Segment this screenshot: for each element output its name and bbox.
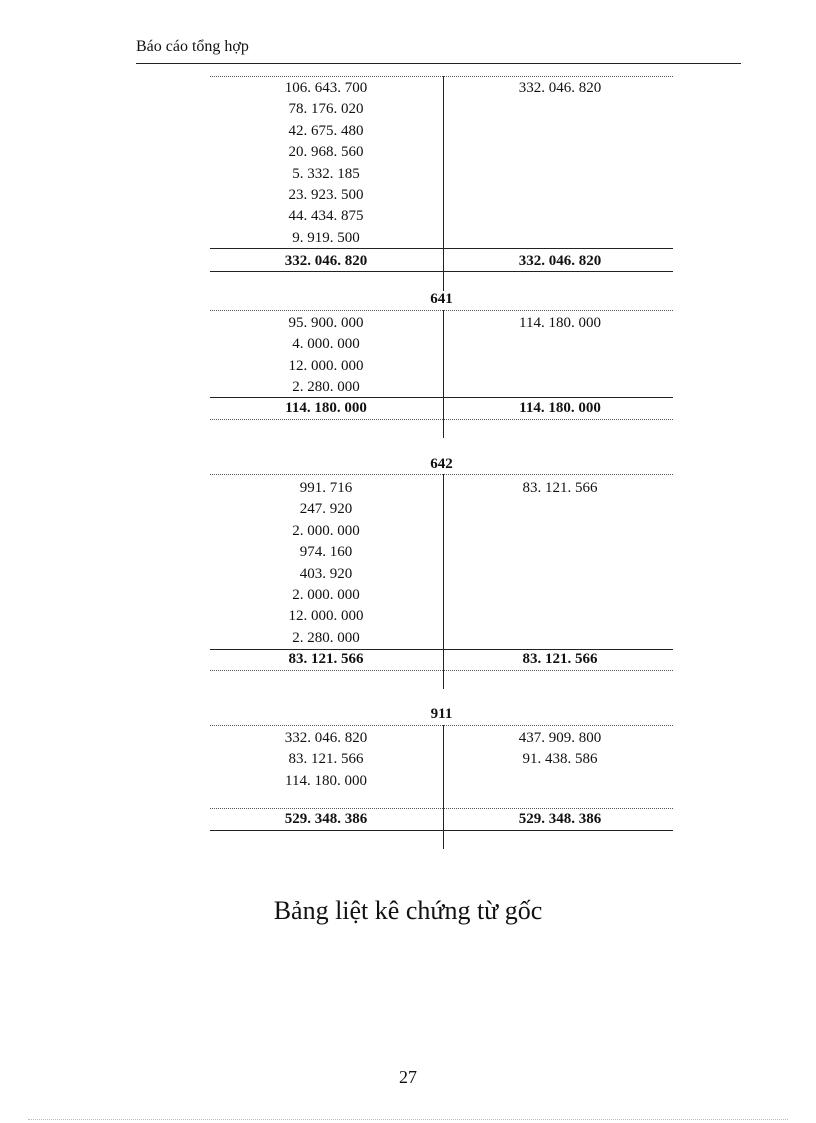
divider [210, 474, 673, 475]
total-divider [210, 649, 673, 650]
debit-entry: 78. 176. 020 [288, 101, 364, 118]
credit-entries [444, 313, 676, 334]
debit-entry: 5. 332. 185 [292, 165, 360, 182]
debit-entry: 2. 280. 000 [292, 379, 360, 396]
total-divider [210, 397, 673, 398]
t-account-641 [210, 272, 673, 438]
debit-entry: 83. 121. 566 [288, 751, 364, 768]
debit-entry: 2. 000. 000 [292, 587, 360, 604]
debit-entries [210, 313, 442, 399]
total-credit: 332. 046. 820 [518, 253, 602, 269]
debit-entries [210, 478, 442, 649]
credit-entries [444, 78, 676, 99]
divider [210, 725, 673, 726]
debit-entry: 12. 000. 000 [288, 357, 364, 374]
divider [210, 76, 673, 77]
total-underline [210, 419, 673, 420]
page-number: 27 [399, 1067, 417, 1087]
debit-entry: 332. 046. 820 [284, 730, 368, 746]
account-code: 911 [430, 706, 453, 722]
total-underline [210, 830, 673, 831]
debit-entry: 114. 180. 000 [285, 772, 367, 789]
total-divider [210, 808, 673, 809]
total-credit: 529. 348. 386 [518, 811, 602, 827]
debit-entry: 9. 919. 500 [292, 229, 360, 246]
report-title: Báo cáo tổng hợp [136, 38, 249, 55]
debit-entry: 2. 280. 000 [292, 629, 360, 646]
section-title: Bảng liệt kê chứng từ gốc [273, 896, 543, 925]
debit-entries [210, 78, 442, 249]
debit-entries [210, 728, 442, 792]
t-account-642 [210, 454, 673, 689]
debit-entry: 247. 920 [299, 501, 353, 518]
credit-entry: 91. 438. 586 [522, 751, 598, 768]
credit-entries [444, 478, 676, 499]
debit-entry: 95. 900. 000 [288, 315, 364, 331]
debit-entry: 20. 968. 560 [288, 144, 364, 161]
credit-entries [444, 728, 676, 771]
t-account-911 [210, 705, 673, 849]
credit-entry: 83. 121. 566 [522, 480, 598, 496]
header-divider [136, 63, 741, 64]
debit-entry: 12. 000. 000 [288, 608, 364, 625]
debit-entry: 44. 434. 875 [288, 208, 364, 225]
total-credit: 83. 121. 566 [522, 651, 598, 667]
t-account-stem [443, 272, 444, 291]
credit-entry: 437. 909. 800 [518, 730, 602, 746]
total-debit: 114. 180. 000 [285, 400, 367, 416]
total-credit: 114. 180. 000 [519, 400, 601, 416]
debit-entry: 23. 923. 500 [288, 187, 364, 204]
total-debit: 83. 121. 566 [288, 651, 364, 667]
debit-entry: 2. 000. 000 [292, 522, 360, 539]
debit-entry: 4. 000. 000 [292, 336, 360, 353]
page-bottom-border [28, 1119, 788, 1120]
total-divider [210, 248, 673, 249]
account-code: 641 [430, 291, 453, 307]
total-debit: 529. 348. 386 [284, 811, 368, 827]
credit-entry: 332. 046. 820 [518, 80, 602, 96]
total-underline [210, 670, 673, 671]
credit-entry: 114. 180. 000 [519, 315, 601, 331]
debit-entry: 991. 716 [299, 480, 353, 496]
divider [210, 310, 673, 311]
total-debit: 332. 046. 820 [284, 253, 368, 269]
t-account-axis [443, 76, 444, 272]
t-account-continued [210, 76, 673, 272]
debit-entry: 106. 643. 700 [284, 80, 368, 96]
debit-entry: 42. 675. 480 [288, 122, 364, 139]
debit-entry: 403. 920 [299, 565, 353, 582]
account-code: 642 [430, 456, 453, 472]
debit-entry: 974. 160 [299, 544, 353, 561]
